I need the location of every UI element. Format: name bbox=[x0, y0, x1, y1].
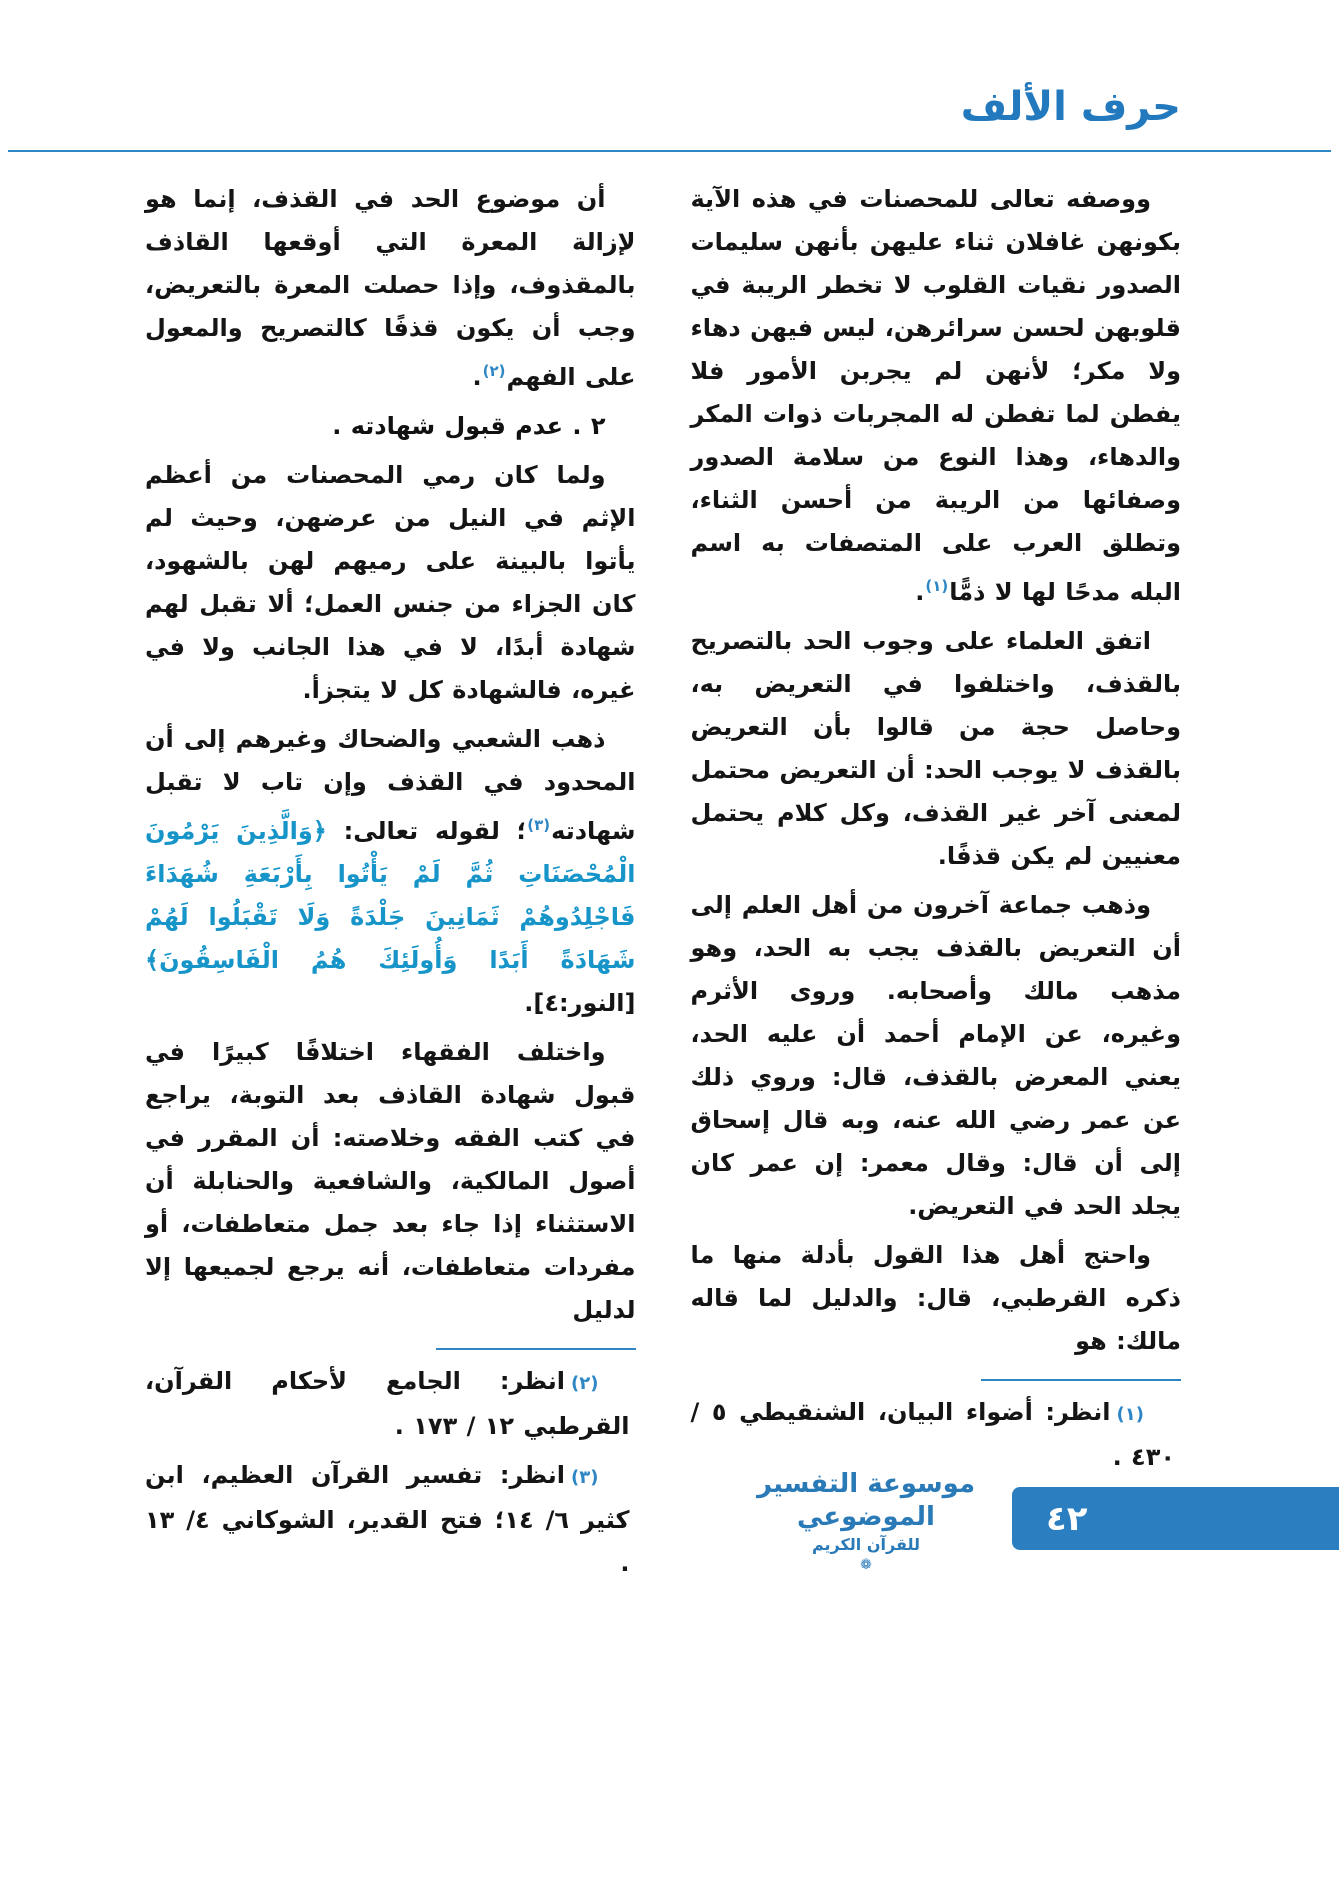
column-right bbox=[691, 178, 1182, 1485]
paragraph-text: ؛ لقوله تعالى: bbox=[326, 817, 527, 845]
publisher-logo-title: موسوعة التفسير الموضوعي bbox=[756, 1469, 976, 1532]
footnote-text: انظر: أضواء البيان، الشنقيطي ٥ / ٤٣٠ . bbox=[690, 1398, 1175, 1471]
footnote bbox=[145, 1454, 636, 1585]
paragraph: اتفق العلماء على وجوب الحد بالتصريح بالقذف، واختلفوا في التعريض به، وحاصل حجة من قالوا بأن التعريض بالقذف لا يوجب الحد: أن التعريض محتمل لمعنى آخر غير القذف، وكل كلام يحتمل معنيين لم يكن قذفًا. bbox=[690, 627, 1181, 870]
footnote-marker-2: (٢) bbox=[482, 362, 506, 380]
subheading: ٢ . عدم قبول شهادته . bbox=[332, 412, 606, 440]
publisher-logo bbox=[741, 1468, 991, 1575]
verse-reference: [النور:٤]. bbox=[524, 989, 636, 1017]
footnotes-left bbox=[145, 1348, 636, 1585]
paragraph: وذهب جماعة آخرون من أهل العلم إلى أن التعريض بالقذف يجب به الحد، وهو مذهب مالك وأصحابه. وروى الأثرم وغيره، عن الإمام أحمد أن عليه الحد، يعني المعرض بالقذف، قال: وروي ذلك عن عمر رضي الله عنه، وبه قال إسحاق إلى أن قال: وقال معمر: إن عمر كان يجلد الحد في التعريض. bbox=[690, 891, 1181, 1220]
paragraph: واحتج أهل هذا القول بأدلة منها ما ذكره القرطبي، قال: والدليل لما قاله مالك: هو bbox=[690, 1241, 1181, 1355]
section-header-title: حرف الألف bbox=[960, 84, 1181, 130]
footnotes-right bbox=[691, 1379, 1182, 1479]
page-number-bar bbox=[1012, 1487, 1339, 1550]
logo-flourish-icon: ❁ bbox=[860, 1557, 872, 1573]
paragraph-text: أن موضوع الحد في القذف، إنما هو لإزالة المعرة التي أوقعها القاذف بالمقذوف، وإذا حصلت المعرة بالتعريض، وجب أن يكون قذفًا كالتصريح والمعول على الفهم bbox=[145, 185, 636, 391]
footnote-text: انظر: الجامع لأحكام القرآن، القرطبي ١٢ / ١٧٣ . bbox=[145, 1367, 630, 1440]
footnote-marker-1: (١) bbox=[925, 577, 949, 595]
paragraph bbox=[145, 718, 636, 1025]
text-columns bbox=[145, 178, 1181, 1591]
quran-verse: ﴿وَالَّذِينَ يَرْمُونَ الْمُحْصَنَاتِ ثُمَّ لَمْ يَأْتُوا بِأَرْبَعَةِ شُهَدَاءَ فَاجْلِدُوهُمْ ثَمَانِينَ جَلْدَةً وَلَا تَقْبَلُوا لَهُمْ شَهَادَةً أَبَدًا وَأُولَئِكَ هُمُ الْفَاسِقُونَ﴾ bbox=[145, 817, 636, 974]
footnote-rule bbox=[436, 1348, 636, 1350]
paragraph-text: . bbox=[915, 578, 925, 606]
footnote bbox=[145, 1360, 636, 1448]
paragraph-text: ذهب الشعبي والضحاك وغيرهم إلى أن المحدود في القذف وإن تاب لا تقبل شهادته bbox=[145, 725, 636, 845]
footnote bbox=[691, 1391, 1182, 1479]
footnote-number: (٣) bbox=[571, 1467, 599, 1488]
paragraph-text: . bbox=[472, 363, 482, 391]
paragraph: ولما كان رمي المحصنات من أعظم الإثم في النيل من عرضهن، وحيث لم يأتوا بالبينة على رميهم لهن بالشهود، كان الجزاء من جنس العمل؛ ألا تقبل لهم شهادة أبدًا، لا في هذا الجانب ولا في غيره، فالشهادة كل لا يتجزأ. bbox=[145, 461, 636, 704]
footnote-rule bbox=[981, 1379, 1181, 1381]
paragraph bbox=[691, 178, 1182, 614]
paragraph: واختلف الفقهاء اختلافًا كبيرًا في قبول شهادة القاذف بعد التوبة، يراجع في كتب الفقه وخلاصته: أن المقرر في أصول المالكية، والشافعية والحنابلة أن الاستثناء إذا جاء بعد جمل متعاطفات، أو مفردات متعاطفات، أنه يرجع لجميعها إلا لدليل bbox=[145, 1038, 636, 1324]
paragraph bbox=[145, 178, 636, 399]
column-left bbox=[145, 178, 636, 1591]
paragraph-text: ووصفه تعالى للمحصنات في هذه الآية بكونهن غافلان ثناء عليهن بأنهن سليمات الصدور نقيات القلوب لا تخطر الريبة في قلوبهن لحسن سرائرهن، ليس فيهن دهاء ولا مكر؛ لأنهن لم يجربن الأمور فلا يفطن لما تفطن له المجربات ذوات المكر والدهاء، وهذا النوع من سلامة الصدور وصفائها من الريبة من أحسن الثناء، وتطلق العرب على المتصفات به اسم البله مدحًا لها لا ذمًّا bbox=[690, 185, 1181, 606]
header-rule bbox=[8, 150, 1331, 152]
footnote-number: (٢) bbox=[571, 1373, 599, 1394]
footnote-marker-3: (٣) bbox=[527, 816, 551, 834]
publisher-logo-subtitle: للقرآن الكريم bbox=[811, 1535, 921, 1554]
page-number: ٤٢ bbox=[1046, 1498, 1088, 1539]
footnote-text: انظر: تفسير القرآن العظيم، ابن كثير ٦/ ١٤؛ فتح القدير، الشوكاني ٤/ ١٣ . bbox=[145, 1461, 630, 1577]
footnote-number: (١) bbox=[1116, 1404, 1144, 1425]
